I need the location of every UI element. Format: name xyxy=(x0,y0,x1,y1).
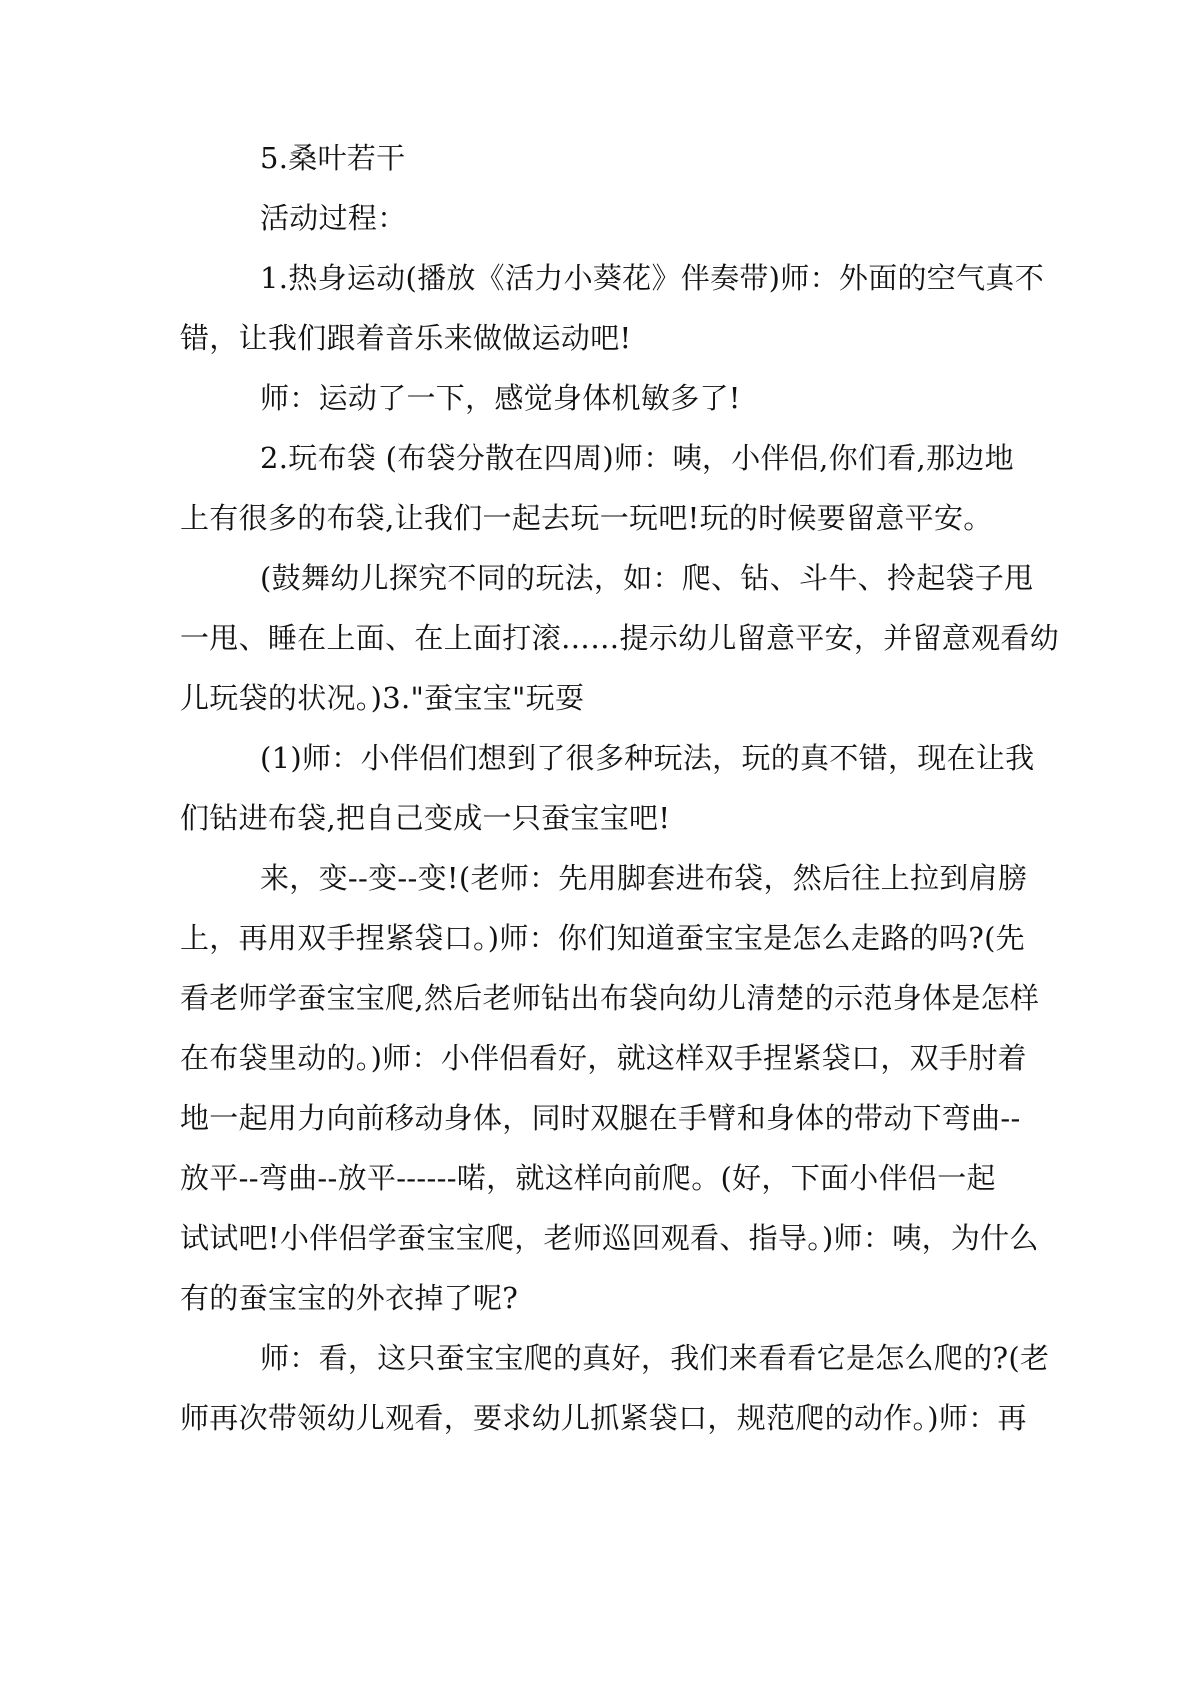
text-line: 在布袋里动的。)师：小伴侣看好，就这样双手捏紧袋口，双手肘着 xyxy=(180,1041,1027,1075)
text-line: 2.玩布袋 (布袋分散在四周)师：咦，小伴侣,你们看,那边地 xyxy=(260,441,1014,475)
text-line: 上有很多的布袋,让我们一起去玩一玩吧!玩的时候要留意平安。 xyxy=(180,501,993,535)
text-line: 1.热身运动(播放《活力小葵花》伴奏带)师：外面的空气真不 xyxy=(260,261,1044,295)
text-line: 活动过程： xyxy=(260,201,407,235)
text-line: 放平--弯曲--放平------喏，就这样向前爬。(好，下面小伴侣一起 xyxy=(180,1161,996,1195)
text-line: 地一起用力向前移动身体，同时双腿在手臂和身体的带动下弯曲-- xyxy=(180,1101,1021,1135)
text-line: (1)师：小伴侣们想到了很多种玩法，玩的真不错，现在让我 xyxy=(260,741,1035,775)
text-line: 师：看，这只蚕宝宝爬的真好，我们来看看它是怎么爬的?(老 xyxy=(260,1341,1050,1375)
text-line: 看老师学蚕宝宝爬,然后老师钻出布袋向幼儿清楚的示范身体是怎样 xyxy=(180,981,1040,1015)
text-line: 师：运动了一下，感觉身体机敏多了! xyxy=(260,381,741,415)
text-line: 5.桑叶若干 xyxy=(260,141,406,175)
text-line: 错，让我们跟着音乐来做做运动吧! xyxy=(180,321,632,355)
text-line: 师再次带领幼儿观看，要求幼儿抓紧袋口，规范爬的动作。)师：再 xyxy=(180,1401,1027,1435)
text-line: 儿玩袋的状况。)3."蚕宝宝"玩耍 xyxy=(180,681,585,715)
text-line: (鼓舞幼儿探究不同的玩法，如：爬、钻、斗牛、拎起袋子甩 xyxy=(260,561,1034,595)
text-line: 有的蚕宝宝的外衣掉了呢? xyxy=(180,1281,519,1315)
text-line: 一甩、睡在上面、在上面打滚……提示幼儿留意平安，并留意观看幼 xyxy=(180,621,1060,655)
text-line: 来，变--变--变!(老师：先用脚套进布袋，然后往上拉到肩膀 xyxy=(260,861,1028,895)
text-line: 试试吧!小伴侣学蚕宝宝爬，老师巡回观看、指导。)师：咦，为什么 xyxy=(180,1221,1039,1255)
text-line: 上，再用双手捏紧袋口。)师：你们知道蚕宝宝是怎么走路的吗?(先 xyxy=(180,921,1025,955)
text-line: 们钻进布袋,把自己变成一只蚕宝宝吧! xyxy=(180,801,671,835)
